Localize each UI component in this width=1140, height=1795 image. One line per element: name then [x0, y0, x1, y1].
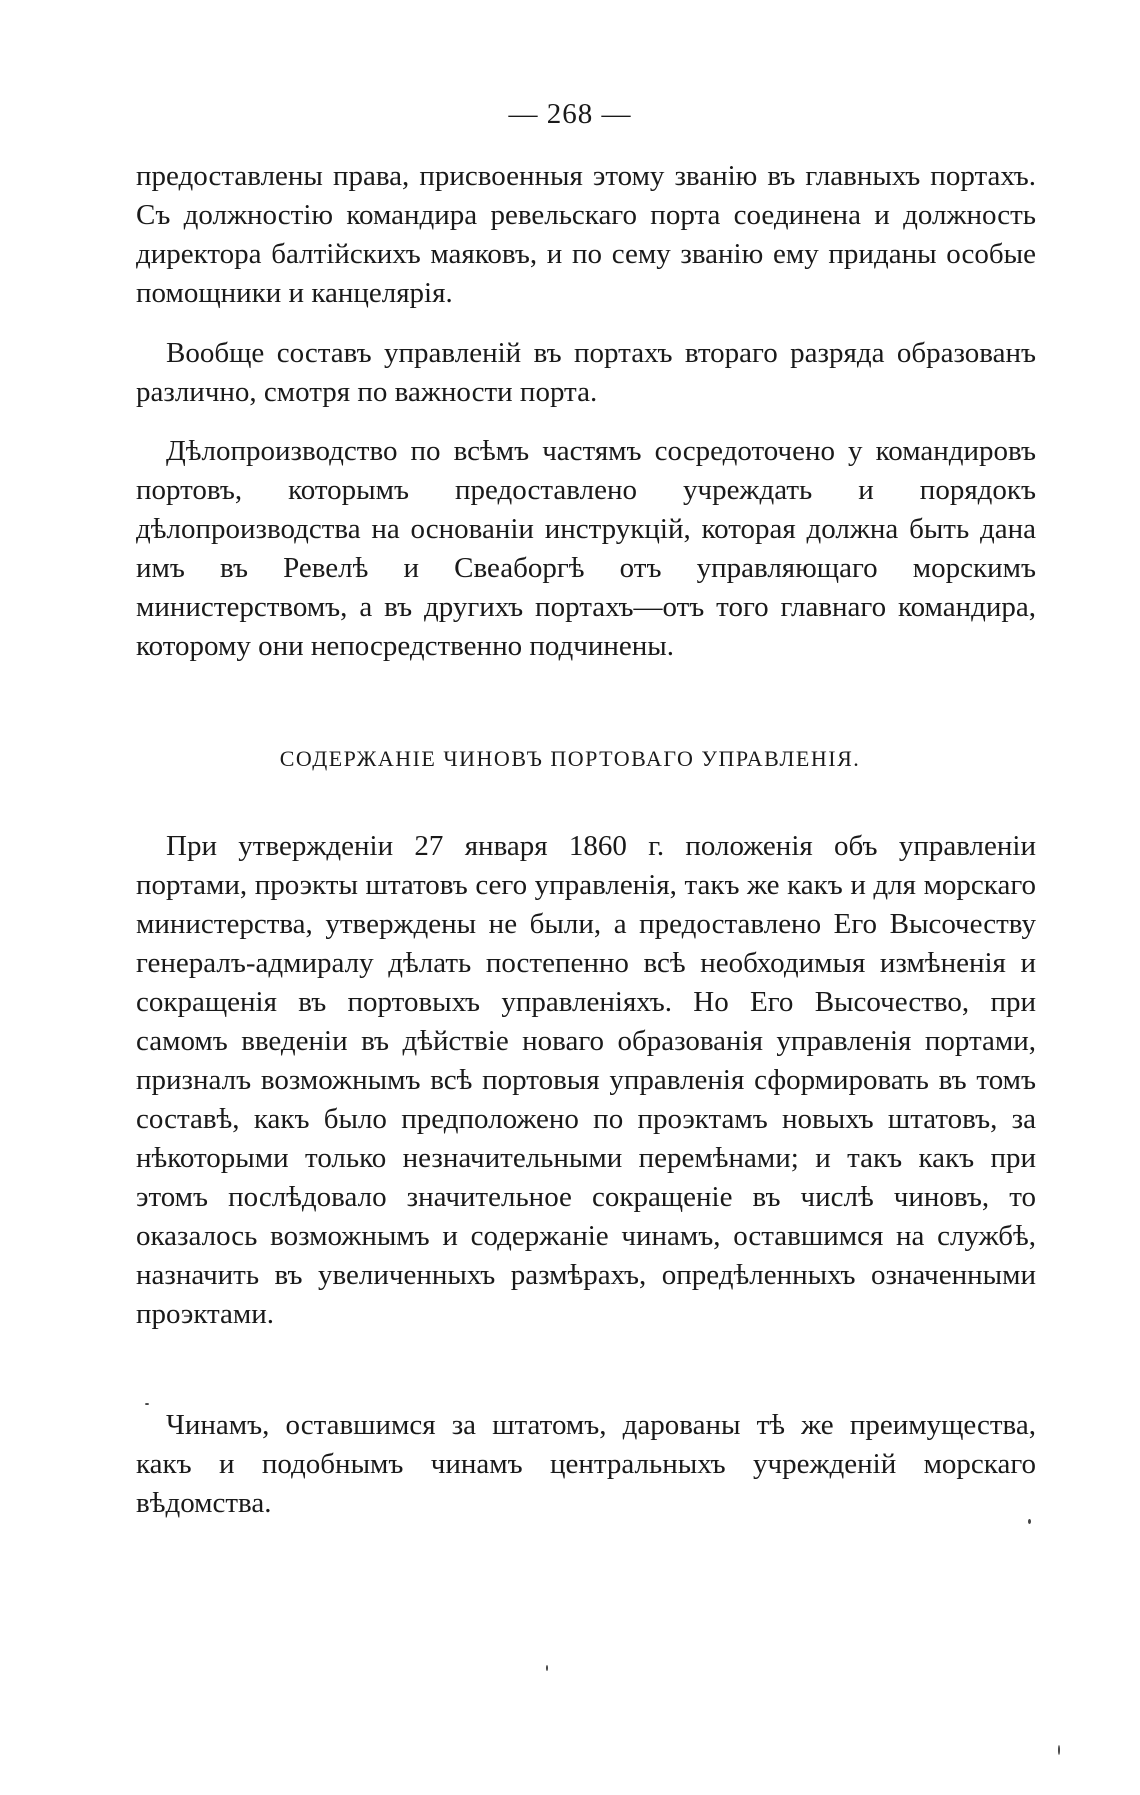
- paragraph-supernumerary: Чинамъ, оставшимся за штатомъ, дарованы тѣ же преимущества, какъ и подобнымъ чинамъ центральныхъ учрежденій морскаго вѣдомства.: [136, 1409, 1036, 1519]
- section-heading: СОДЕРЖАНІЕ ЧИНОВЪ ПОРТОВАГО УПРАВЛЕНІЯ.: [279, 746, 861, 771]
- print-speck: [546, 1665, 548, 1671]
- print-speck: [1028, 1519, 1031, 1524]
- print-speck: [145, 1403, 149, 1405]
- print-speck: [1058, 1745, 1060, 1755]
- page-number: — 268 —: [508, 98, 632, 130]
- paragraph-ports-composition: Вообще составъ управленій въ портахъ втораго разряда образованъ различно, смотря по важности порта.: [136, 337, 1036, 408]
- paragraph-staff-approval: При утвержденіи 27 января 1860 г. положенія объ управленіи портами, проэкты штатовъ сего управленія, такъ же какъ и для морскаго министерства, утверждены не были, а предоставлено Его Высочеству генералъ-адмиралу дѣлать постепенно всѣ необходимыя измѣненія и сокращенія въ портовыхъ управленіяхъ. Но Его Высочество, при самомъ введеніи въ дѣйствіе новаго образованія управленія портами, призналъ возможнымъ всѣ портовыя управленія сформировать въ томъ составѣ, какъ было предположено по проэктамъ новыхъ штатовъ, за нѣкоторыми только незначительными перемѣнами; и такъ какъ при этомъ послѣдовало значительное сокращеніе въ числѣ чиновъ, то оказалось возможнымъ и содержаніе чинамъ, оставшимся на службѣ, назначить въ увеличенныхъ размѣрахъ, опредѣленныхъ означенными проэктами.: [136, 830, 1036, 1330]
- paragraph-continuation: предоставлены права, присвоенныя этому званію въ главныхъ портахъ. Съ должностію командира ревельскаго порта соединена и должность директора балтійскихъ маяковъ, и по сему званію ему приданы особые помощники и канцелярія.: [136, 160, 1036, 309]
- paragraph-record-keeping: Дѣлопроизводство по всѣмъ частямъ сосредоточено у командировъ портовъ, которымъ предоставлено учреждать и порядокъ дѣлопроизводства на основаніи инструкцій, которая должна быть дана имъ въ Ревелѣ и Свеаборгѣ отъ управляющаго морскимъ министерствомъ, а въ другихъ портахъ—отъ того главнаго командира, которому они непосредственно подчинены.: [136, 435, 1036, 662]
